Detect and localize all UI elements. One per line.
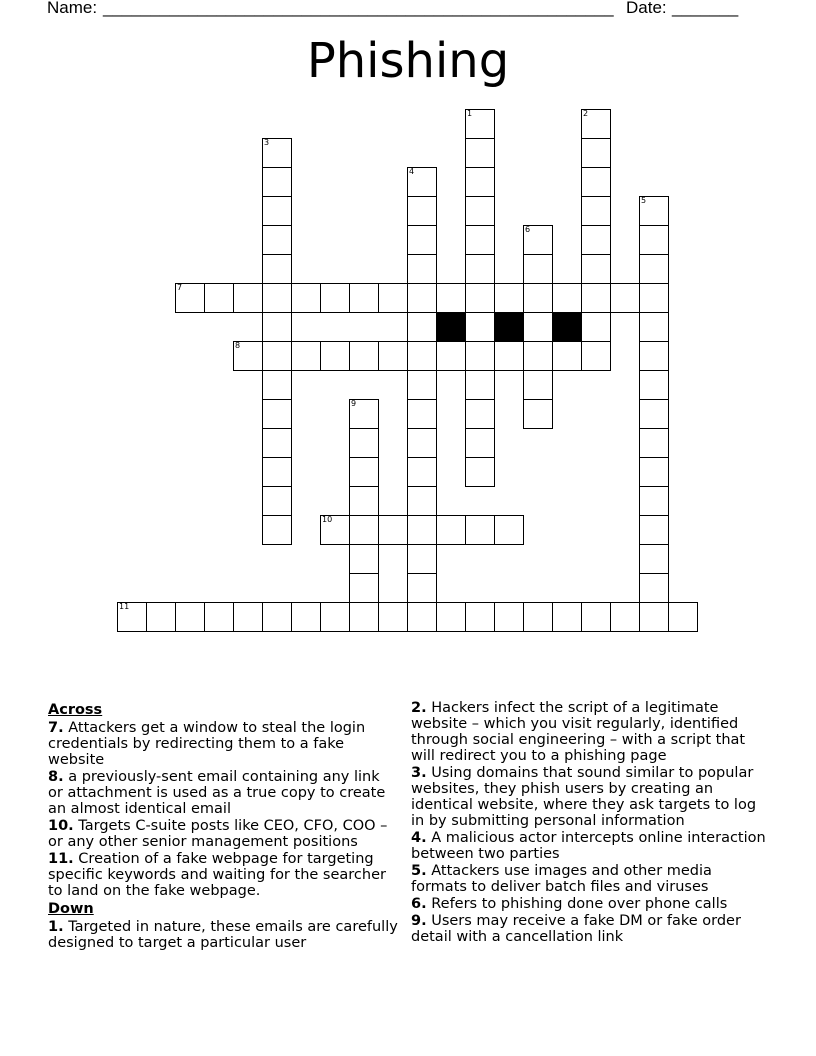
grid-cell[interactable] — [407, 602, 437, 632]
black-cell — [552, 312, 582, 342]
grid-cell[interactable] — [262, 399, 292, 429]
grid-cell[interactable] — [523, 370, 553, 400]
grid-cell[interactable] — [407, 457, 437, 487]
grid-cell[interactable] — [523, 399, 553, 429]
grid-cell[interactable] — [320, 515, 350, 545]
grid-cell[interactable] — [233, 283, 263, 313]
grid-cell[interactable] — [552, 602, 582, 632]
grid-cell[interactable] — [349, 573, 379, 603]
grid-cell[interactable] — [349, 602, 379, 632]
grid-cell[interactable] — [349, 457, 379, 487]
grid-cell[interactable] — [407, 515, 437, 545]
grid-cell[interactable] — [465, 109, 495, 139]
grid-cell[interactable] — [581, 312, 611, 342]
clue-across-10: 10. Targets C-suite posts like CEO, CFO, COO – or any other senior management positions — [48, 818, 388, 850]
grid-cell[interactable] — [581, 167, 611, 197]
cell-number: 2 — [583, 109, 589, 118]
grid-cell[interactable] — [378, 283, 408, 313]
grid-cell[interactable] — [610, 602, 640, 632]
grid-cell[interactable] — [639, 399, 669, 429]
name-field-line[interactable]: ______________________________________________________ — [103, 0, 614, 17]
clues-left-column — [48, 700, 398, 952]
grid-cell[interactable] — [581, 254, 611, 284]
cell-number: 8 — [235, 341, 241, 350]
grid-cell[interactable] — [407, 196, 437, 226]
grid-cell[interactable] — [291, 283, 321, 313]
cell-number: 10 — [322, 515, 333, 524]
grid-cell[interactable] — [378, 341, 408, 371]
clues-right-column — [411, 700, 771, 946]
grid-cell[interactable] — [523, 283, 553, 313]
grid-cell[interactable] — [262, 370, 292, 400]
grid-cell[interactable] — [262, 167, 292, 197]
grid-cell[interactable] — [291, 341, 321, 371]
clue-down-6: 6. Refers to phishing done over phone calls — [411, 896, 728, 912]
grid-cell[interactable] — [320, 341, 350, 371]
grid-cell[interactable] — [494, 283, 524, 313]
grid-cell[interactable] — [349, 399, 379, 429]
grid-cell[interactable] — [320, 602, 350, 632]
grid-cell[interactable] — [639, 312, 669, 342]
clue-down-4: 4. A malicious actor intercepts online interaction between two parties — [411, 830, 766, 862]
grid-cell[interactable] — [494, 602, 524, 632]
grid-cell[interactable] — [349, 341, 379, 371]
grid-cell[interactable] — [233, 602, 263, 632]
down-heading: Down — [48, 901, 94, 917]
grid-cell[interactable] — [407, 428, 437, 458]
cell-number: 7 — [177, 283, 183, 292]
grid-cell[interactable] — [465, 428, 495, 458]
grid-cell[interactable] — [639, 486, 669, 516]
grid-cell[interactable] — [407, 341, 437, 371]
grid-cell[interactable] — [262, 428, 292, 458]
grid-cell[interactable] — [262, 312, 292, 342]
puzzle-title: Phishing — [306, 33, 510, 89]
grid-cell[interactable] — [552, 283, 582, 313]
grid-cell[interactable] — [349, 486, 379, 516]
grid-cell[interactable] — [581, 138, 611, 168]
grid-cell[interactable] — [523, 254, 553, 284]
grid-cell[interactable] — [523, 602, 553, 632]
grid-cell[interactable] — [581, 196, 611, 226]
grid-cell[interactable] — [262, 515, 292, 545]
name-label: Name: — [47, 0, 98, 17]
cell-number: 3 — [264, 138, 270, 147]
black-cell — [494, 312, 524, 342]
grid-cell[interactable] — [465, 196, 495, 226]
grid-cell[interactable] — [204, 602, 234, 632]
grid-cell[interactable] — [639, 196, 669, 226]
cell-number: 9 — [351, 399, 357, 408]
grid-cell[interactable] — [639, 457, 669, 487]
grid-cell[interactable] — [639, 573, 669, 603]
grid-cell[interactable] — [233, 341, 263, 371]
cell-number: 5 — [641, 196, 647, 205]
grid-cell[interactable] — [349, 283, 379, 313]
grid-cell[interactable] — [523, 312, 553, 342]
black-cell — [436, 312, 466, 342]
across-heading: Across — [48, 702, 103, 718]
grid-cell[interactable] — [639, 254, 669, 284]
grid-cell[interactable] — [465, 457, 495, 487]
grid-cell[interactable] — [262, 457, 292, 487]
grid-cell[interactable] — [175, 283, 205, 313]
grid-cell[interactable] — [262, 341, 292, 371]
grid-cell[interactable] — [204, 283, 234, 313]
grid-cell[interactable] — [465, 341, 495, 371]
grid-cell[interactable] — [436, 283, 466, 313]
grid-cell[interactable] — [465, 167, 495, 197]
grid-cell[interactable] — [436, 515, 466, 545]
grid-cell[interactable] — [407, 283, 437, 313]
grid-cell[interactable] — [465, 602, 495, 632]
clue-across-8: 8. a previously-sent email containing any link or attachment is used as a true copy to create an almost identical email — [48, 769, 386, 817]
clue-down-3: 3. Using domains that sound similar to popular websites, they phish users by creating an identical website, where they ask targets to log in by submitting personal information — [411, 765, 757, 829]
clue-across-11: 11. Creation of a fake webpage for targeting specific keywords and waiting for the searcher to land on the fake webpage. — [48, 851, 386, 899]
grid-cell[interactable] — [117, 602, 147, 632]
grid-cell[interactable] — [262, 138, 292, 168]
grid-cell[interactable] — [465, 370, 495, 400]
clue-across-7: 7. Attackers get a window to steal the login credentials by redirecting them to a fake website — [48, 720, 366, 768]
grid-cell[interactable] — [581, 341, 611, 371]
date-label: Date: — [626, 0, 667, 17]
grid-cell[interactable] — [610, 283, 640, 313]
grid-cell[interactable] — [262, 225, 292, 255]
grid-cell[interactable] — [523, 225, 553, 255]
grid-cell[interactable] — [407, 486, 437, 516]
grid-cell[interactable] — [494, 341, 524, 371]
grid-cell[interactable] — [639, 225, 669, 255]
cell-number: 1 — [467, 109, 473, 118]
grid-cell[interactable] — [668, 602, 698, 632]
grid-cell[interactable] — [465, 515, 495, 545]
grid-cell[interactable] — [639, 283, 669, 313]
grid-cell[interactable] — [581, 225, 611, 255]
grid-cell[interactable] — [639, 515, 669, 545]
grid-cell[interactable] — [552, 341, 582, 371]
grid-cell[interactable] — [146, 602, 176, 632]
date-field-line[interactable]: _______ — [672, 0, 739, 17]
grid-cell[interactable] — [639, 428, 669, 458]
grid-cell[interactable] — [639, 370, 669, 400]
grid-cell[interactable] — [639, 544, 669, 574]
grid-cell[interactable] — [262, 283, 292, 313]
grid-cell[interactable] — [465, 312, 495, 342]
grid-cell[interactable] — [349, 544, 379, 574]
grid-cell[interactable] — [407, 225, 437, 255]
grid-cell[interactable] — [349, 428, 379, 458]
grid-cell[interactable] — [465, 399, 495, 429]
grid-cell[interactable] — [349, 515, 379, 545]
grid-cell[interactable] — [175, 602, 205, 632]
cell-number: 4 — [409, 167, 415, 176]
cell-number: 6 — [525, 225, 531, 234]
grid-cell[interactable] — [581, 283, 611, 313]
grid-cell[interactable] — [581, 109, 611, 139]
grid-cell[interactable] — [436, 341, 466, 371]
grid-cell[interactable] — [465, 138, 495, 168]
grid-cell[interactable] — [291, 602, 321, 632]
grid-cell[interactable] — [436, 602, 466, 632]
grid-cell[interactable] — [320, 283, 350, 313]
grid-cell[interactable] — [262, 254, 292, 284]
grid-cell[interactable] — [407, 544, 437, 574]
grid-cell[interactable] — [465, 254, 495, 284]
clue-down-1: 1. Targeted in nature, these emails are carefully designed to target a particular user — [48, 919, 398, 951]
grid-cell[interactable] — [523, 341, 553, 371]
grid-cell[interactable] — [639, 602, 669, 632]
grid-cell[interactable] — [581, 602, 611, 632]
grid-cell[interactable] — [262, 196, 292, 226]
grid-cell[interactable] — [494, 515, 524, 545]
grid-cell[interactable] — [262, 602, 292, 632]
grid-cell[interactable] — [407, 254, 437, 284]
grid-cell[interactable] — [378, 602, 408, 632]
grid-cell[interactable] — [407, 167, 437, 197]
grid-cell[interactable] — [465, 283, 495, 313]
grid-cell[interactable] — [639, 341, 669, 371]
clue-down-2: 2. Hackers infect the script of a legitimate website – which you visit regularly, identified through social engineering – with a script that will redirect you to a phishing page — [411, 700, 746, 764]
grid-cell[interactable] — [465, 225, 495, 255]
grid-cell[interactable] — [407, 573, 437, 603]
grid-cell[interactable] — [262, 486, 292, 516]
grid-cell[interactable] — [407, 312, 437, 342]
clue-down-5: 5. Attackers use images and other media formats to deliver batch files and viruses — [411, 863, 712, 895]
grid-cell[interactable] — [378, 515, 408, 545]
clue-down-9: 9. Users may receive a fake DM or fake order detail with a cancellation link — [411, 913, 741, 945]
grid-cell[interactable] — [407, 370, 437, 400]
cell-number: 11 — [119, 602, 130, 611]
grid-cell[interactable] — [407, 399, 437, 429]
